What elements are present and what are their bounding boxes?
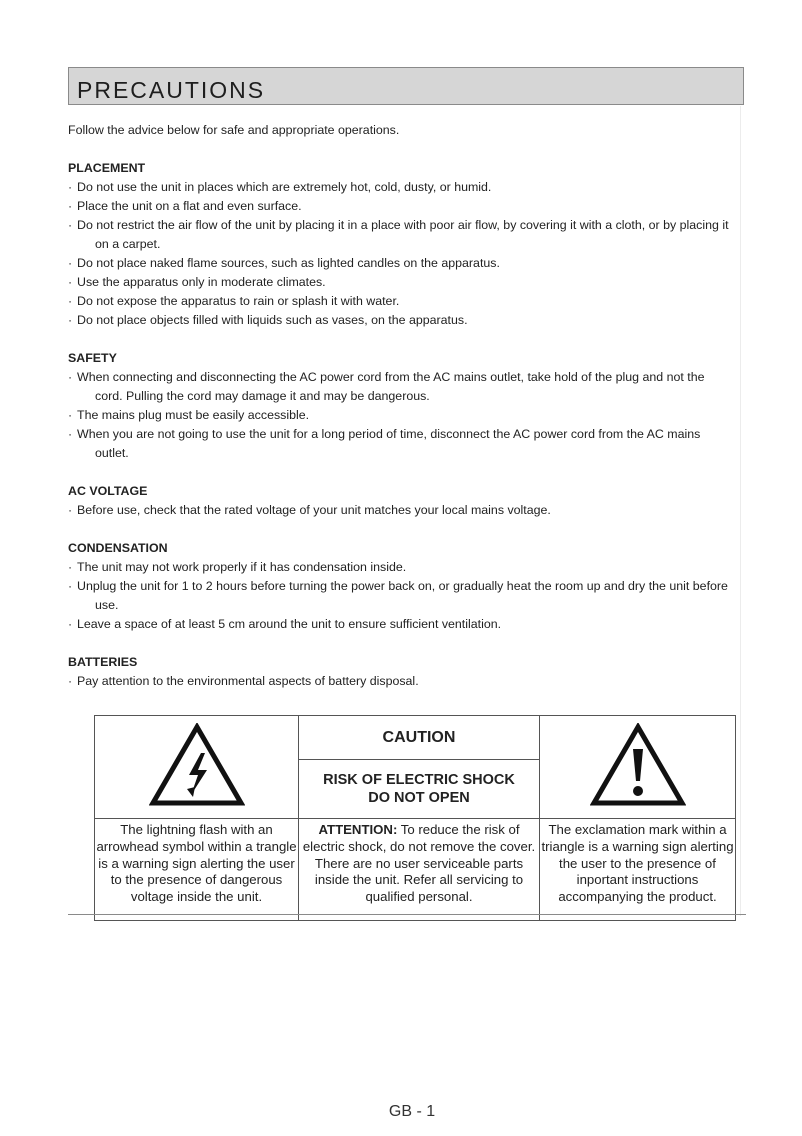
title-bar bbox=[68, 67, 744, 105]
sections-list bbox=[68, 159, 732, 691]
section-safety bbox=[68, 349, 732, 463]
caution-table bbox=[94, 715, 736, 921]
list-item-text: Place the unit on a flat and even surface. bbox=[77, 199, 302, 213]
bullet-icon: · bbox=[68, 218, 73, 232]
bottom-rule bbox=[68, 914, 746, 915]
list-item bbox=[68, 254, 732, 273]
section-batteries bbox=[68, 653, 732, 691]
section-heading: AC VOLTAGE bbox=[68, 484, 148, 498]
list-item bbox=[68, 577, 732, 615]
page-footer bbox=[0, 1103, 802, 1121]
list-item-text: Pay attention to the environmental aspects of battery disposal. bbox=[77, 674, 419, 688]
page-title: PRECAUTIONS bbox=[77, 77, 266, 103]
lightning-icon-cell bbox=[95, 716, 299, 819]
section-heading: CONDENSATION bbox=[68, 541, 168, 555]
bullet-icon: · bbox=[68, 294, 73, 308]
bullet-icon: · bbox=[68, 180, 73, 194]
list-item-text: The mains plug must be easily accessible. bbox=[77, 408, 310, 422]
list-item bbox=[68, 406, 732, 425]
list-item bbox=[68, 273, 732, 292]
list-item-text: Do not place objects filled with liquids such as vases, on the apparatus. bbox=[77, 313, 468, 327]
list-item bbox=[68, 425, 732, 463]
list-item bbox=[68, 615, 732, 634]
bullet-icon: · bbox=[68, 579, 73, 593]
bullet-icon: · bbox=[68, 256, 73, 270]
list-item-text: Before use, check that the rated voltage of your unit matches your local mains voltage. bbox=[77, 503, 551, 517]
list-item-text: Do not restrict the air flow of the unit by placing it in a place with poor air flow, by covering it with a cloth, or by placing it on a carpet. bbox=[77, 218, 729, 251]
intro-text: Follow the advice below for safe and appropriate operations. bbox=[68, 123, 400, 137]
bullet-icon: · bbox=[68, 370, 73, 384]
section-ac-voltage bbox=[68, 482, 732, 520]
bullet-icon: · bbox=[68, 408, 73, 422]
risk-of-shock-label bbox=[299, 760, 540, 819]
lightning-description: The lightning flash with an arrowhead symbol within a trangle is a warning sign alerting the user to the presence of dangerous voltage inside the unit. bbox=[95, 819, 299, 921]
bullet-icon: · bbox=[68, 427, 73, 441]
list-item-text: Unplug the unit for 1 to 2 hours before turning the power back on, or gradually heat the room up and dry the unit before use. bbox=[77, 579, 728, 612]
caution-title: CAUTION bbox=[299, 716, 540, 760]
bullet-icon: · bbox=[68, 560, 73, 574]
bullet-icon: · bbox=[68, 313, 73, 327]
lightning-warning-icon bbox=[149, 723, 245, 807]
list-item-text: Do not expose the apparatus to rain or splash it with water. bbox=[77, 294, 400, 308]
section-placement bbox=[68, 159, 732, 330]
page-number: GB - 1 bbox=[388, 1103, 436, 1120]
list-item-text: When connecting and disconnecting the AC power cord from the AC mains outlet, take hold of the plug and not the cord. Pulling the cord may damage it and may be dangerous. bbox=[77, 370, 705, 403]
precautions-content bbox=[68, 121, 732, 710]
risk-line-2: DO NOT OPEN bbox=[368, 790, 470, 807]
list-item bbox=[68, 292, 732, 311]
list-item-text: When you are not going to use the unit for a long period of time, disconnect the AC power cord from the AC mains outlet. bbox=[77, 427, 701, 460]
list-item bbox=[68, 368, 732, 406]
list-item bbox=[68, 672, 732, 691]
list-item bbox=[68, 197, 732, 216]
risk-line-1: RISK OF ELECTRIC SHOCK bbox=[323, 772, 515, 789]
exclamation-warning-icon bbox=[590, 723, 686, 807]
list-item-text: Do not place naked flame sources, such as lighted candles on the apparatus. bbox=[77, 256, 500, 270]
attention-label: ATTENTION: bbox=[318, 822, 398, 837]
list-item bbox=[68, 501, 732, 520]
list-item-text: Leave a space of at least 5 cm around the unit to ensure sufficient ventilation. bbox=[77, 617, 502, 631]
bullet-icon: · bbox=[68, 617, 73, 631]
bullet-icon: · bbox=[68, 199, 73, 213]
list-item bbox=[68, 178, 732, 197]
bullet-icon: · bbox=[68, 503, 73, 517]
list-item bbox=[68, 216, 732, 254]
bullet-icon: · bbox=[68, 674, 73, 688]
exclamation-icon-cell bbox=[540, 716, 736, 819]
attention-text: To reduce the risk of electric shock, do not remove the cover. There are no user serviceable parts inside the unit. Refer all servicing to qualified personal. bbox=[302, 822, 536, 905]
attention-description bbox=[299, 819, 540, 921]
right-margin-rule bbox=[740, 106, 741, 916]
list-item-text: The unit may not work properly if it has condensation inside. bbox=[77, 560, 407, 574]
section-heading: PLACEMENT bbox=[68, 161, 146, 175]
section-heading: BATTERIES bbox=[68, 655, 138, 669]
list-item-text: Use the apparatus only in moderate climates. bbox=[77, 275, 326, 289]
list-item bbox=[68, 311, 732, 330]
bullet-icon: · bbox=[68, 275, 73, 289]
section-condensation bbox=[68, 539, 732, 634]
exclamation-description: The exclamation mark within a triangle is a warning sign alerting the user to the presence of inportant instructions accompanying the product. bbox=[540, 819, 736, 921]
section-heading: SAFETY bbox=[68, 351, 117, 365]
list-item-text: Do not use the unit in places which are extremely hot, cold, dusty, or humid. bbox=[77, 180, 492, 194]
list-item bbox=[68, 558, 732, 577]
